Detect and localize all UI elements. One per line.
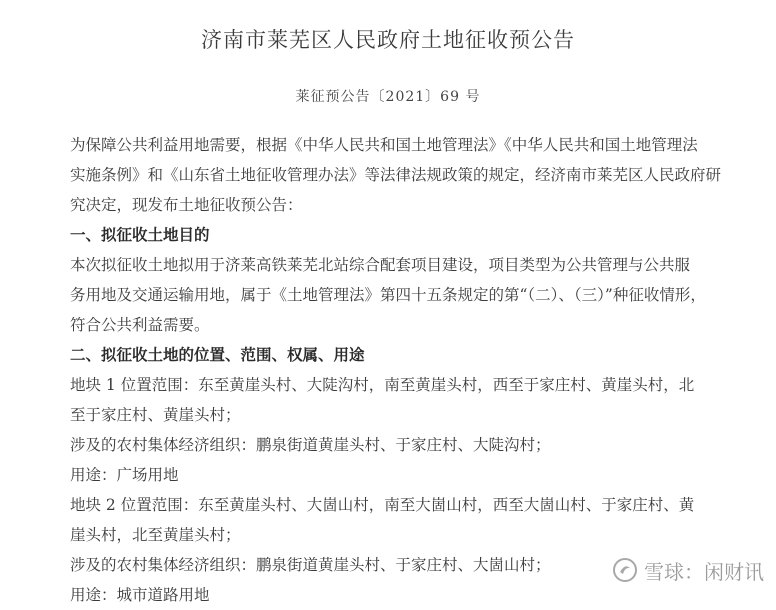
paragraph-line: 实施条例》和《山东省土地征收管理办法》等法律法规政策的规定，经济南市莱芜区人民政府研 <box>70 166 722 184</box>
document-title: 济南市莱芜区人民政府土地征收预公告 <box>201 28 575 52</box>
section-heading: 二、拟征收土地的位置、范围、权属、用途 <box>70 346 365 364</box>
paragraph-line: 究决定，现发布土地征收预公告： <box>70 196 303 214</box>
section-heading: 一、拟征收土地目的 <box>70 226 210 244</box>
section-line: 崖头村，北至黄崖头村； <box>70 526 241 544</box>
section-line: 务用地及交通运输用地，属于《土地管理法》第四十五条规定的第“（二）、（三）”种征收情形， <box>70 286 706 304</box>
section-line: 涉及的农村集体经济组织：鹏泉街道黄崖头村、于家庄村、大崮山村； <box>70 556 551 574</box>
section-line: 涉及的农村集体经济组织：鹏泉街道黄崖头村、于家庄村、大陡沟村； <box>70 436 551 454</box>
section-line: 至于家庄村、黄崖头村； <box>70 406 241 424</box>
section-line: 用途：广场用地 <box>70 466 179 484</box>
section-line: 地块 1 位置范围：东至黄崖头村、大陡沟村，南至黄崖头村，西至于家庄村、黄崖头村，北 <box>70 376 695 394</box>
section-line: 用途：城市道路用地 <box>70 586 210 604</box>
section-line: 本次拟征收土地拟用于济莱高铁莱芜北站综合配套项目建设，项目类型为公共管理与公共服 <box>70 256 691 274</box>
document-body <box>70 130 750 610</box>
snowball-logo-icon <box>612 557 638 583</box>
section-line: 地块 2 位置范围：东至黄崖头村、大崮山村，南至大崮山村，西至大崮山村、于家庄村、黄 <box>70 496 695 514</box>
document-number: 莱征预公告〔2021〕69 号 <box>295 89 481 105</box>
section-line: 符合公共利益需要。 <box>70 316 210 334</box>
watermark <box>612 552 764 588</box>
paragraph-line: 为保障公共利益用地需要，根据《中华人民共和国土地管理法》《中华人民共和国土地管理法 <box>70 136 698 154</box>
watermark-text: 雪球：闲财讯 <box>644 559 764 584</box>
